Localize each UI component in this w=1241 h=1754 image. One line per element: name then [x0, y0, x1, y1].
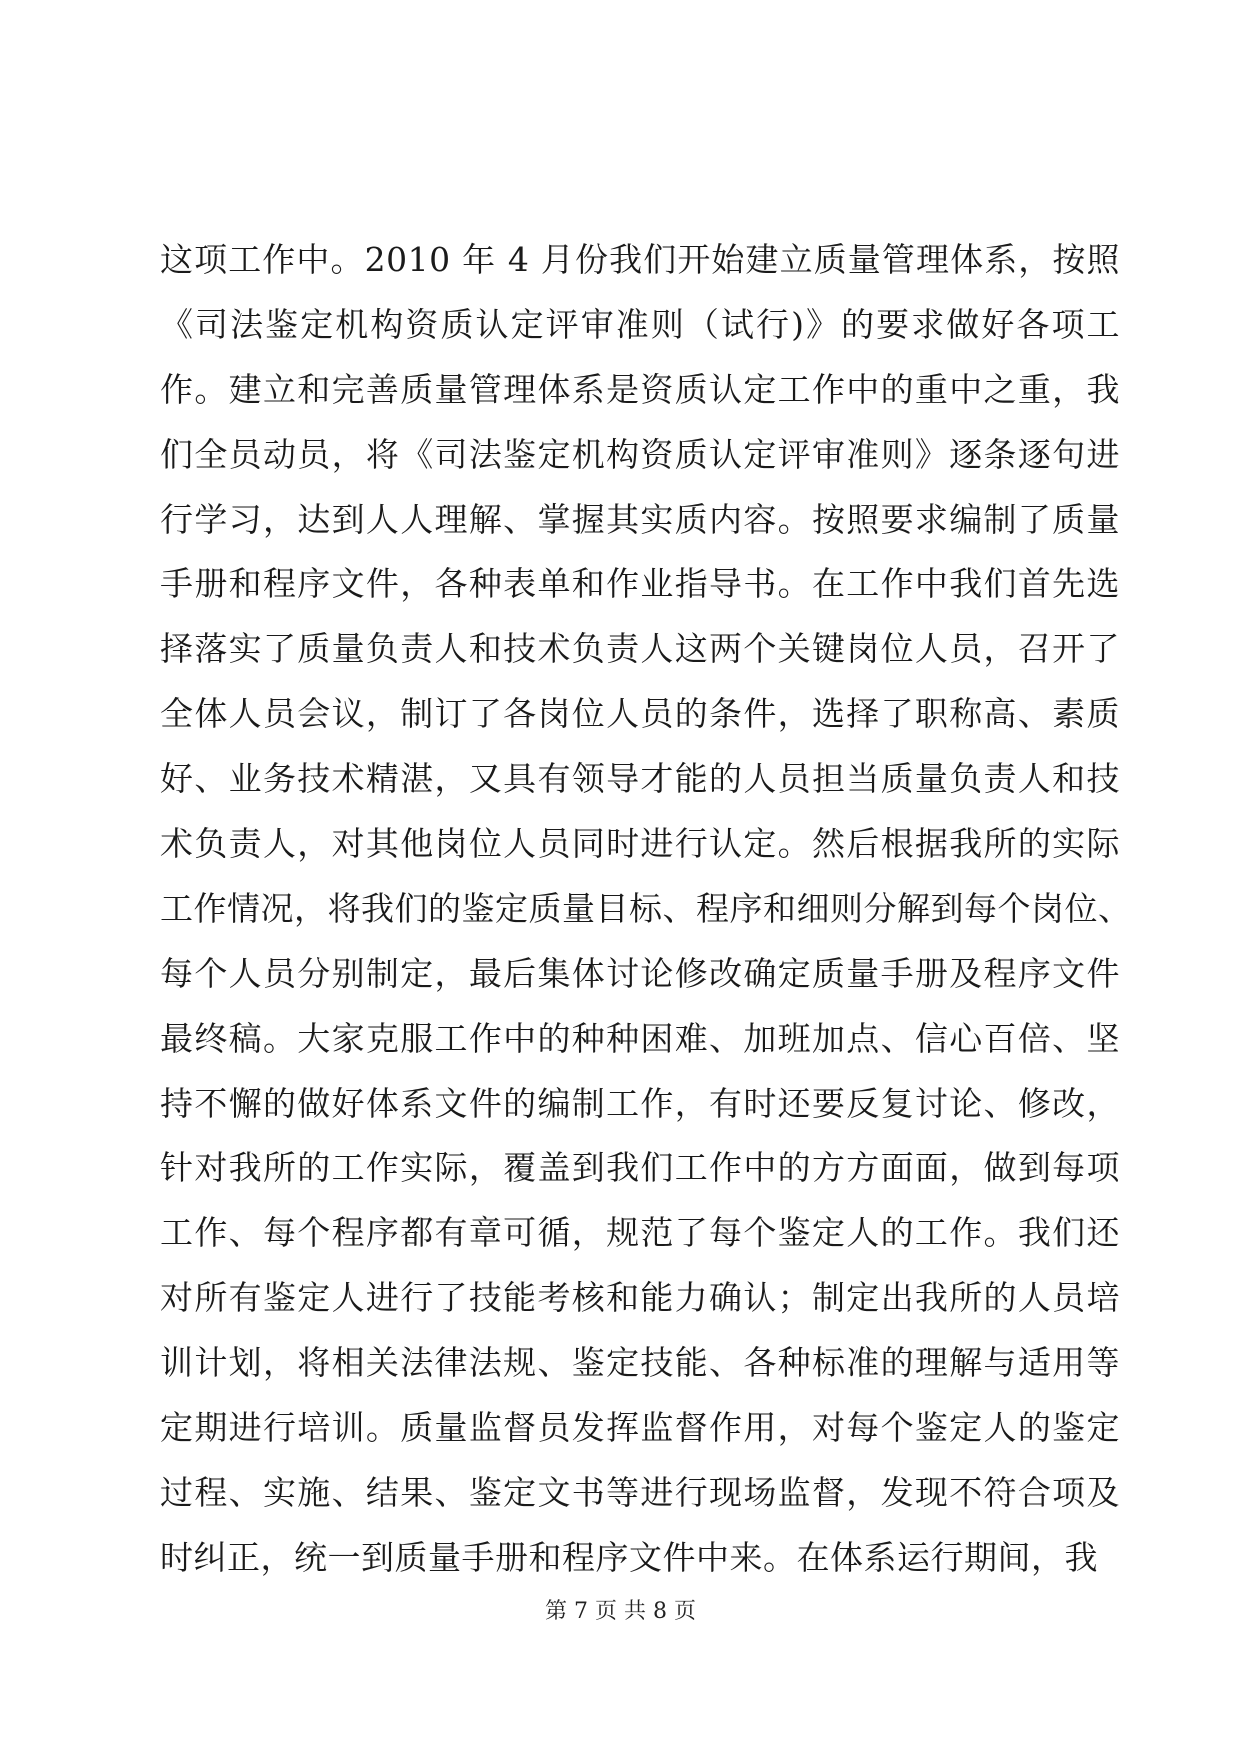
page-number-label: 第 7 页 共 8 页	[545, 1599, 696, 1624]
text-line: 术负责人，对其他岗位人员同时进行认定。然后根据我所的实际	[160, 824, 1120, 864]
text-line: 每个人员分别制定，最后集体讨论修改确定质量手册及程序文件	[160, 953, 1120, 993]
text-line: 择落实了质量负责人和技术负责人这两个关键岗位人员，召开了	[160, 629, 1120, 669]
text-line: 好、业务技术精湛，又具有领导才能的人员担当质量负责人和技	[160, 759, 1120, 799]
text-line: 这项工作中。2010 年 4 月份我们开始建立质量管理体系，按照	[160, 240, 1120, 279]
text-line: 对所有鉴定人进行了技能考核和能力确认；制定出我所的人员培	[160, 1278, 1120, 1318]
text-line: 们全员动员，将《司法鉴定机构资质认定评审准则》逐条逐句进	[160, 434, 1120, 474]
text-line: 工作、每个程序都有章可循，规范了每个鉴定人的工作。我们还	[160, 1213, 1120, 1253]
text-line: 手册和程序文件，各种表单和作业指导书。在工作中我们首先选	[160, 564, 1120, 604]
text-line: 工作情况，将我们的鉴定质量目标、程序和细则分解到每个岗位、	[160, 888, 1132, 928]
text-line: 定期进行培训。质量监督员发挥监督作用，对每个鉴定人的鉴定	[160, 1408, 1120, 1448]
text-line: 《司法鉴定机构资质认定评审准则（试行)》的要求做好各项工	[160, 304, 1120, 344]
text-line: 全体人员会议，制订了各岗位人员的条件，选择了职称高、素质	[160, 694, 1120, 734]
text-line: 训计划，将相关法律法规、鉴定技能、各种标准的理解与适用等	[160, 1343, 1120, 1383]
text-line: 行学习，达到人人理解、掌握其实质内容。按照要求编制了质量	[160, 499, 1120, 539]
text-line: 时纠正，统一到质量手册和程序文件中来。在体系运行期间，我	[160, 1537, 1098, 1577]
page-footer	[0, 1594, 1241, 1625]
text-line: 最终稿。大家克服工作中的种种困难、加班加点、信心百倍、坚	[160, 1018, 1120, 1058]
text-line: 针对我所的工作实际，覆盖到我们工作中的方方面面，做到每项	[160, 1148, 1120, 1188]
text-line: 作。建立和完善质量管理体系是资质认定工作中的重中之重，我	[160, 369, 1120, 409]
text-line: 过程、实施、结果、鉴定文书等进行现场监督，发现不符合项及	[160, 1472, 1120, 1512]
text-line: 持不懈的做好体系文件的编制工作，有时还要反复讨论、修改，	[160, 1083, 1120, 1123]
body-text	[160, 228, 1132, 1591]
